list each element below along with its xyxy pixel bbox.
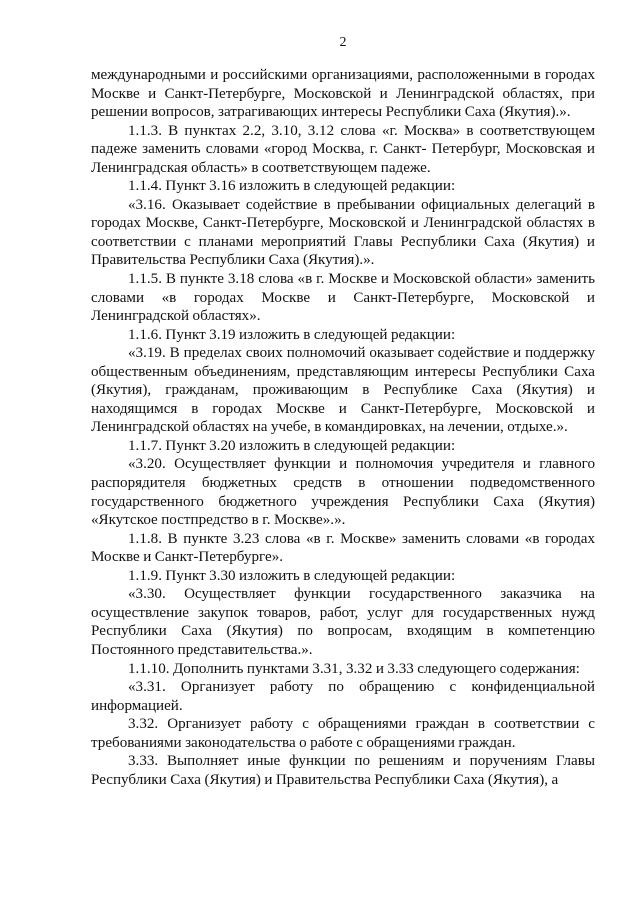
paragraph-1-1-6: 1.1.6. Пункт 3.19 изложить в следующей редакции: bbox=[128, 326, 456, 343]
paragraph-1-1-3: 1.1.3. В пунктах 2.2, 3.10, 3.12 слова «г. Москва» в соответствующем падеже заменить словами «город Москва, г. Санкт- Петербург, Московская и Ленинградская область» в соответствующем падеже. bbox=[91, 122, 595, 176]
paragraph-1-1-8: 1.1.8. В пункте 3.23 слова «в г. Москве» заменить словами «в городах Москве и Санкт-Петербурге». bbox=[91, 530, 595, 566]
paragraph-3-16: «3.16. Оказывает содействие в пребывании официальных делегаций в городах Москве, Санкт-Петербурге, Московской и Ленинградской областях в соответствии с планами мероприятий Главы Республики Саха (Якутия) и Правительства Республики Саха (Якутия).». bbox=[91, 196, 595, 269]
paragraph-1-1-9: 1.1.9. Пункт 3.30 изложить в следующей редакции: bbox=[128, 567, 456, 584]
paragraph-3-20: «3.20. Осуществляет функции и полномочия учредителя и главного распорядителя бюджетных средств в отношении подведомственного государственного бюджетного учреждения Республики Саха (Якутия) «Якутское постпредство в г. Москве».». bbox=[91, 456, 595, 529]
page-number: 2 bbox=[339, 35, 347, 50]
paragraph-3-30: «3.30. Осуществляет функции государственного заказчика на осуществление закупок товаров, работ, услуг для государственных нужд Республики Саха (Якутия) по вопросам, входящим в компетенцию Постоянного представительства.». bbox=[91, 586, 595, 658]
paragraph-1-1-5: 1.1.5. В пункте 3.18 слова «в г. Москве и Московской области» заменить словами «в городах Москве и Санкт-Петербурге, Московской и Ленинградской областях». bbox=[91, 271, 595, 325]
paragraph-3-19: «3.19. В пределах своих полномочий оказывает содействие и поддержку общественным объединениям, представляющим интересы Республики Саха (Якутия), гражданам, проживающим в Республике Саха (Якутия) и находящимся в городах Москве и Санкт-Петербурге, Московской и Ленинградской областях на учебе, в командировках, на лечении, отдыхе.». bbox=[91, 345, 595, 436]
document-page bbox=[91, 34, 595, 789]
paragraph-1-1-10: 1.1.10. Дополнить пунктами 3.31, 3.32 и 3.33 следующего содержания: bbox=[128, 660, 580, 677]
paragraph-continuation: международными и российскими организациями, расположенными в городах Москве и Санкт-Петербурге, Московской и Ленинградской областях, при решении вопросов, затрагивающих интересы Республики Саха (Якутия).». bbox=[91, 67, 595, 121]
paragraph-3-33: 3.33. Выполняет иные функции по решениям и поручениям Главы Республики Саха (Якутия) и Правительства Республики Саха (Якутия), а bbox=[91, 753, 595, 788]
paragraph-3-31: «3.31. Организует работу по обращению с конфиденциальной информацией. bbox=[91, 679, 595, 714]
paragraph-1-1-7: 1.1.7. Пункт 3.20 изложить в следующей редакции: bbox=[128, 437, 456, 454]
paragraph-3-32: 3.32. Организует работу с обращениями граждан в соответствии с требованиями законодательства о работе с обращениями граждан. bbox=[91, 716, 595, 751]
paragraph-1-1-4: 1.1.4. Пункт 3.16 изложить в следующей редакции: bbox=[128, 178, 456, 195]
